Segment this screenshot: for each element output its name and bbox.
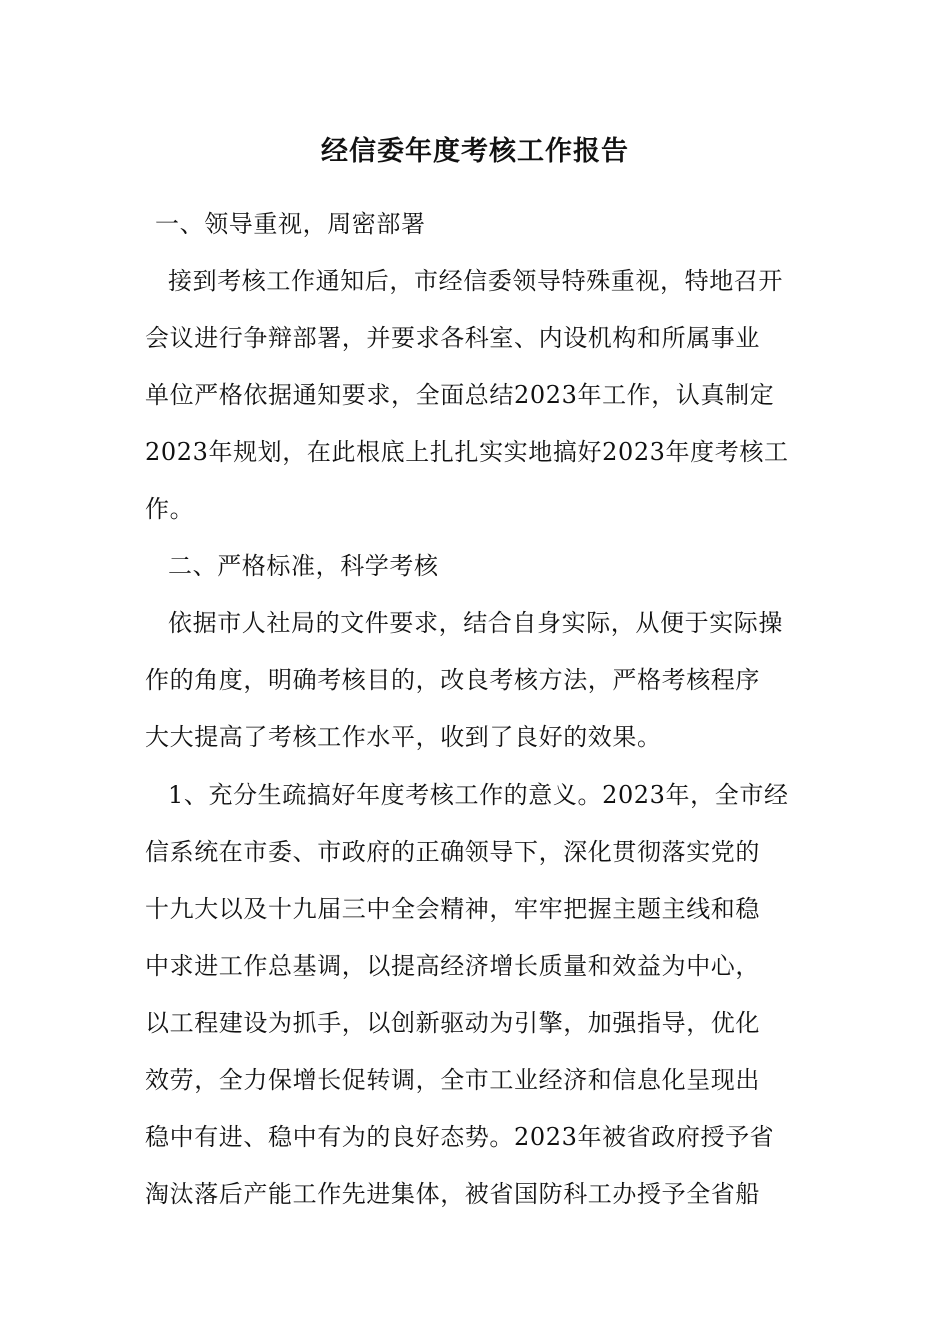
paragraph-line: 十九大以及十九届三中全会精神，牢牢把握主题主线和稳 (145, 895, 760, 923)
paragraph-line: 淘汰落后产能工作先进集体，被省国防科工办授予全省船 (145, 1180, 760, 1208)
paragraph-line: 接到考核工作通知后，市经信委领导特殊重视，特地召开 (168, 267, 783, 295)
paragraph-line: 2023年规划，在此根底上扎扎实实地搞好2023年度考核工 (145, 438, 789, 466)
section-heading-2: 二、严格标准，科学考核 (168, 552, 439, 580)
paragraph-line: 1、充分生疏搞好年度考核工作的意义。2023年，全市经 (168, 781, 789, 809)
document-title: 经信委年度考核工作报告 (321, 136, 629, 167)
paragraph-line: 信系统在市委、市政府的正确领导下，深化贯彻落实党的 (145, 838, 760, 866)
paragraph-line: 单位严格依据通知要求，全面总结2023年工作，认真制定 (145, 381, 775, 409)
paragraph-line: 依据市人社局的文件要求，结合自身实际，从便于实际操 (168, 609, 783, 637)
paragraph-line: 中求进工作总基调，以提高经济增长质量和效益为中心， (145, 952, 760, 980)
paragraph-line: 会议进行争辩部署，并要求各科室、内设机构和所属事业 (145, 324, 760, 352)
paragraph-line: 以工程建设为抓手，以创新驱动为引擎，加强指导，优化 (145, 1009, 760, 1037)
paragraph-line: 大大提高了考核工作水平，收到了良好的效果。 (145, 723, 662, 751)
section-heading-1: 一、领导重视，周密部署 (155, 210, 426, 238)
paragraph-line: 作的角度，明确考核目的，改良考核方法，严格考核程序 (145, 666, 760, 694)
paragraph-line: 稳中有进、稳中有为的良好态势。2023年被省政府授予省 (145, 1123, 775, 1151)
paragraph-line: 效劳，全力保增长促转调，全市工业经济和信息化呈现出 (145, 1066, 760, 1094)
paragraph-line: 作。 (145, 495, 195, 523)
